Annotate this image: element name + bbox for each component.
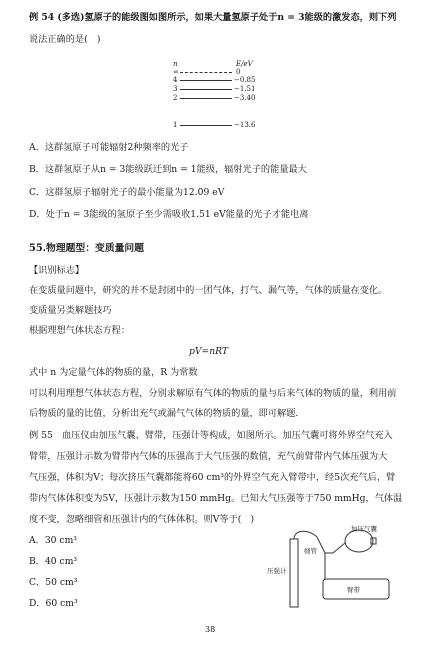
section-title: 55.物理题型：变质量问题: [29, 243, 145, 254]
section-tag: 【识别标志】: [29, 265, 85, 276]
level-e-4: −0.85: [234, 76, 256, 84]
label-cuff: 臂带: [347, 586, 360, 594]
ex54-stem-line1: 例 54 (多选)氢原子的能级图如图所示，如果大量氢原子处于n = 3能级的激发态，则下列: [29, 12, 397, 23]
bulb-shape: [345, 530, 373, 552]
level-line-inf: [180, 72, 232, 74]
level-e-1: −13.6: [234, 121, 256, 129]
section-para-5a: 可以利用理想气体状态方程，分别求解原有气体的物质的量与后来气体的物质的量，利用前: [29, 388, 397, 399]
bulb-tube: [333, 543, 345, 553]
ex55-stem-line1: 例 55 血压仪由加压气囊、臂带，压强计等构成，如图所示。加压气囊可将外界空气充入: [29, 430, 393, 441]
section-para-4: 式中 n 为定量气体的物质的量，R 为常数: [29, 367, 198, 378]
section-para-5b: 后物质的量的比值，分析出充气或漏气气体的物质的量，即可解题.: [29, 408, 299, 419]
ex55-stem-line4: 带内气体体积变为5V，压强计示数为150 mmHg。已知大气压强等于750 mmHg，气体温: [29, 493, 403, 504]
energy-axis-header: E/eV: [236, 60, 253, 68]
level-line-1: [180, 125, 232, 126]
gauge-column: [290, 539, 298, 607]
level-e-inf: 0: [236, 68, 241, 76]
level-line-2: [180, 98, 232, 99]
level-line-3: [180, 89, 232, 90]
label-tube: 细管: [304, 547, 317, 555]
n-axis-header: n: [173, 60, 178, 68]
level-line-4: [180, 80, 232, 81]
level-n-2: 2: [173, 94, 178, 102]
ex55-option-a: A．30 cm³: [29, 535, 77, 546]
ex55-option-c: C．50 cm³: [29, 577, 78, 588]
level-n-3: 3: [173, 85, 178, 93]
ex54-option-d: D．处于n = 3能级的氢原子至少需吸收1.51 eV能量的光子才能电离: [29, 209, 309, 220]
ex55-stem-line2: 臂带，压强计示数为臂带内气体的压强高于大气压强的数值，充气前臂带内气体压强为大: [29, 451, 388, 462]
level-e-2: −3.40: [234, 94, 256, 102]
tube-path: [294, 531, 325, 580]
energy-level-diagram: [140, 60, 290, 130]
ex55-option-d: D．60 cm³: [29, 598, 78, 609]
blood-pressure-figure: [265, 525, 405, 613]
ex55-stem-line5: 度不变，忽略细管和压强计内的气体体积。则V等于( ): [29, 514, 255, 525]
section-para-3: 根据理想气体状态方程：: [29, 325, 131, 336]
page-number: 38: [205, 625, 216, 634]
label-bulb: 加压气囊: [351, 525, 377, 533]
ideal-gas-formula: pV=nRT: [189, 346, 229, 357]
ex54-option-a: A．这群氢原子可能辐射2种频率的光子: [29, 142, 189, 153]
level-n-inf: ∞: [173, 68, 179, 76]
level-n-1: 1: [173, 121, 178, 129]
ex54-option-c: C．这群氢原子辐射光子的最小能量为12.09 eV: [29, 187, 225, 198]
level-n-4: 4: [173, 76, 178, 84]
section-para-1: 在变质量问题中，研究的并不是封闭中的一团气体，打气、漏气等，气体的质量在变化。: [29, 285, 388, 296]
ex55-option-b: B．40 cm³: [29, 556, 78, 567]
ex54-option-b: B．这群氢原子从n = 3能级跃迁到n = 1能级，辐射光子的能量最大: [29, 164, 307, 175]
label-gauge: 压强计: [267, 567, 287, 575]
level-e-3: −1.51: [234, 85, 256, 93]
section-para-2: 变质量另类解题技巧: [29, 305, 112, 316]
ex55-stem-line3: 气压强，体积为V；每次挤压气囊都能将60 cm³的外界空气充入臂带中，经5次充气后，臂: [29, 472, 396, 483]
ex54-stem-line2: 说法正确的是( ): [29, 34, 101, 45]
